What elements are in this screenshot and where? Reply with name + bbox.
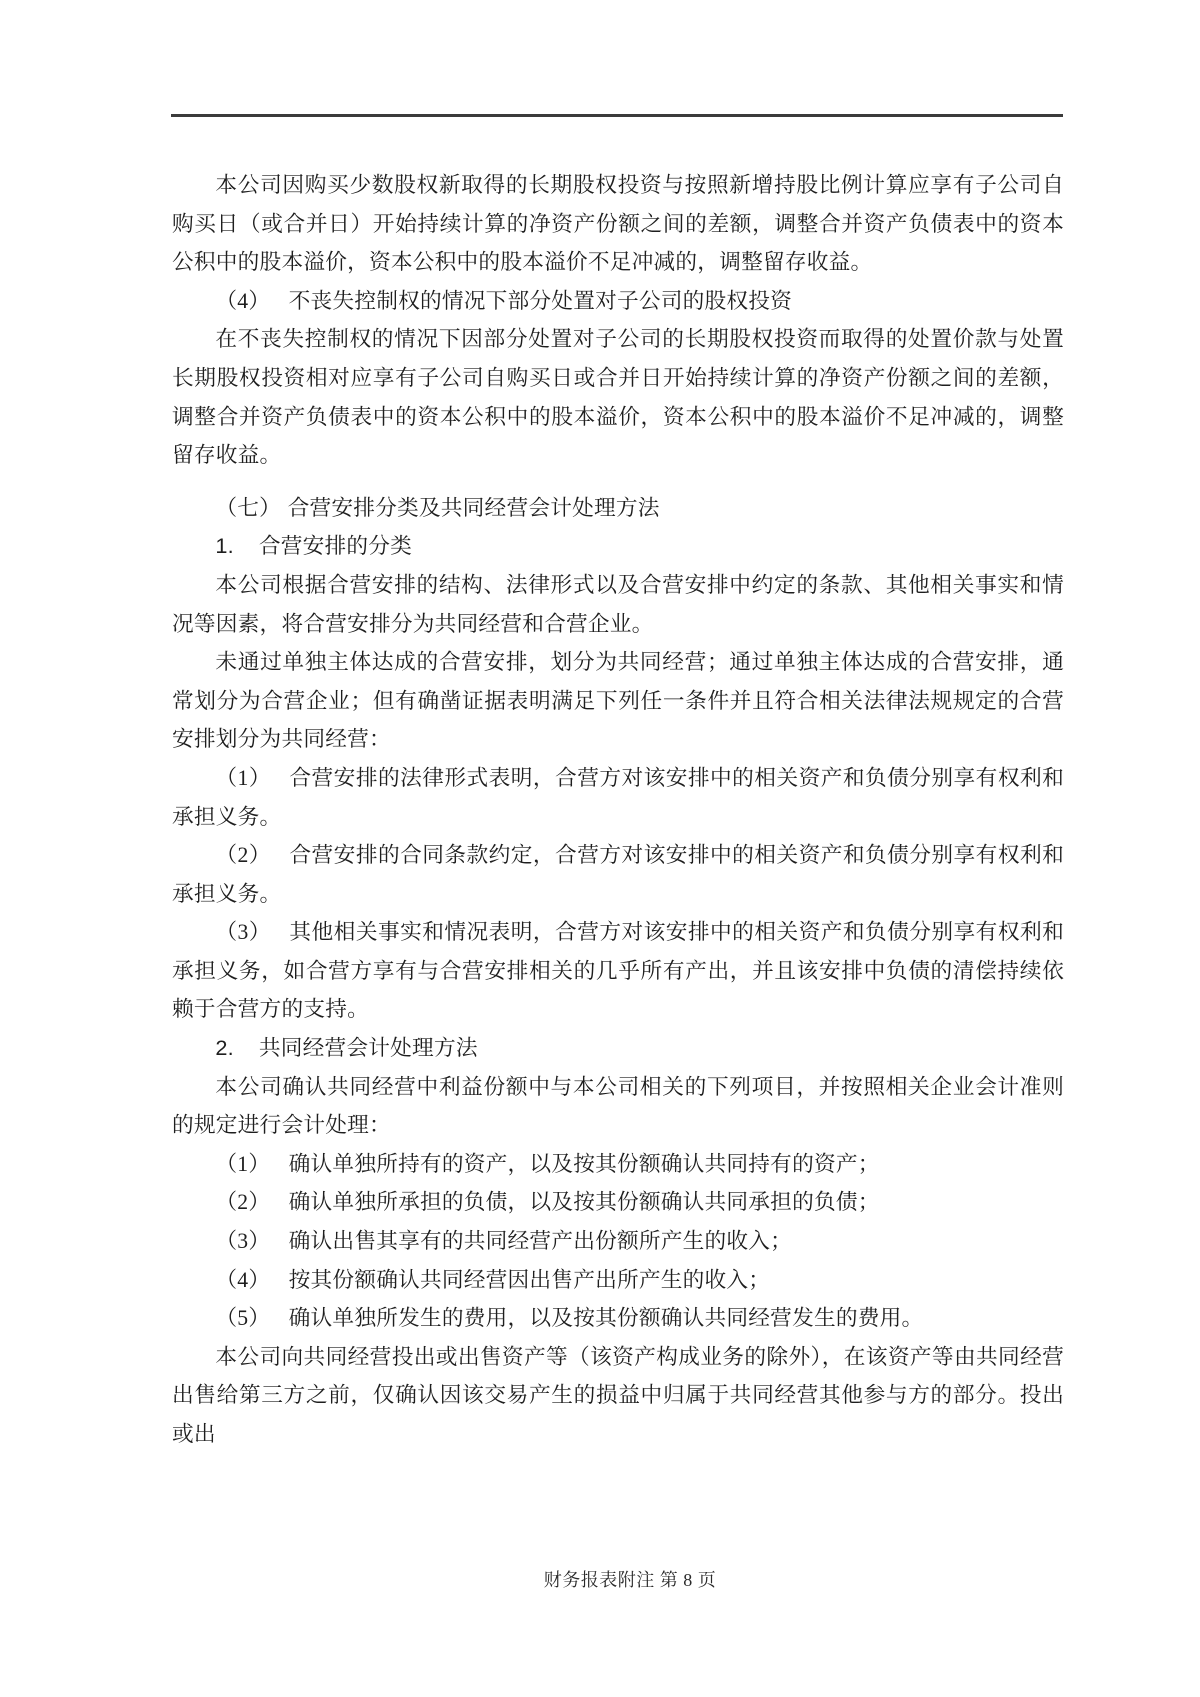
item-text: 不丧失控制权的情况下部分处置对子公司的股权投资: [288, 288, 793, 313]
item-number: （1）: [215, 765, 271, 790]
heading-number: 2.: [215, 1035, 234, 1061]
heading-text: 合营安排的分类: [258, 533, 413, 559]
item-text: 按其份额确认共同经营因出售产出所产生的收入；: [288, 1267, 771, 1292]
document-body: [172, 166, 1064, 1454]
numbered-item: [172, 759, 1064, 836]
body-paragraph: [172, 320, 1064, 474]
item-number: （4）: [215, 288, 271, 313]
item-number: （2）: [215, 843, 271, 868]
section-heading-7: [172, 489, 1064, 528]
paragraph-text: 本公司确认共同经营中利益份额中与本公司相关的下列项目，并按照相关企业会计准则的规定进行会计处理：: [172, 1074, 1064, 1138]
item-number: （4）: [215, 1267, 271, 1292]
body-paragraph: [172, 566, 1064, 643]
item-text: 确认单独所持有的资产，以及按其份额确认共同持有的资产；: [288, 1151, 880, 1176]
item-text: 其他相关事实和情况表明，合营方对该安排中的相关资产和负债分别享有权利和承担义务，如合营方享有与合营安排相关的几乎所有产出，并且该安排中负债的清偿持续依赖于合营方的支持。: [172, 920, 1064, 1022]
numbered-item: [172, 1183, 1064, 1222]
item-number: （1）: [215, 1151, 271, 1176]
item-number: （3）: [215, 1229, 271, 1254]
subsection-heading-1: [172, 527, 1064, 566]
item-text: 确认出售其享有的共同经营产出份额所产生的收入；: [288, 1229, 793, 1254]
numbered-item: [172, 1222, 1064, 1261]
paragraph-text: 在不丧失控制权的情况下因部分处置对子公司的长期股权投资而取得的处置价款与处置长期股权投资相对应享有子公司自购买日或合并日开始持续计算的净资产份额之间的差额，调整合并资产负债表中的资本公积中的股本溢价，资本公积中的股本溢价不足冲减的，调整留存收益。: [172, 327, 1064, 468]
item-number: （5）: [215, 1306, 271, 1331]
paragraph-text: 本公司根据合营安排的结构、法律形式以及合营安排中约定的条款、其他相关事实和情况等因素，将合营安排分为共同经营和合营企业。: [172, 572, 1064, 636]
body-paragraph: [172, 1068, 1064, 1145]
footer-text: 财务报表附注 第 8 页: [543, 1570, 717, 1590]
item-text: 合营安排的法律形式表明，合营方对该安排中的相关资产和负债分别享有权利和承担义务。: [172, 765, 1064, 829]
paragraph-text: 本公司因购买少数股权新取得的长期股权投资与按照新增持股比例计算应享有子公司自购买日（或合并日）开始持续计算的净资产份额之间的差额，调整合并资产负债表中的资本公积中的股本溢价，资本公积中的股本溢价不足冲减的，调整留存收益。: [172, 173, 1064, 275]
numbered-item: [172, 282, 1064, 321]
subsection-heading-2: [172, 1029, 1064, 1068]
heading-number: （七）: [215, 494, 282, 520]
item-text: 合营安排的合同条款约定，合营方对该安排中的相关资产和负债分别享有权利和承担义务。: [172, 843, 1064, 906]
heading-number: 1.: [215, 533, 234, 559]
body-paragraph: [172, 166, 1064, 282]
page-footer: [172, 1566, 1064, 1592]
numbered-item: [172, 913, 1064, 1029]
item-text: 确认单独所发生的费用，以及按其份额确认共同经营发生的费用。: [288, 1306, 924, 1331]
heading-text: 共同经营会计处理方法: [258, 1035, 478, 1061]
header-rule: [171, 114, 1063, 117]
item-number: （2）: [215, 1190, 271, 1215]
item-number: （3）: [215, 920, 271, 945]
paragraph-text: 未通过单独主体达成的合营安排，划分为共同经营；通过单独主体达成的合营安排，通常划分为合营企业；但有确凿证据表明满足下列任一条件并且符合相关法律法规规定的合营安排划分为共同经营：: [172, 650, 1064, 752]
numbered-item: [172, 1145, 1064, 1184]
numbered-item: [172, 1261, 1064, 1300]
numbered-item: [172, 1299, 1064, 1338]
heading-text: 合营安排分类及共同经营会计处理方法: [287, 494, 660, 520]
body-paragraph: [172, 1338, 1064, 1454]
paragraph-text: 本公司向共同经营投出或出售资产等（该资产构成业务的除外），在该资产等由共同经营出售给第三方之前，仅确认因该交易产生的损益中归属于共同经营其他参与方的部分。投出或出: [172, 1344, 1064, 1446]
body-paragraph: [172, 643, 1064, 759]
item-text: 确认单独所承担的负债，以及按其份额确认共同承担的负债；: [288, 1190, 880, 1215]
numbered-item: [172, 836, 1064, 913]
